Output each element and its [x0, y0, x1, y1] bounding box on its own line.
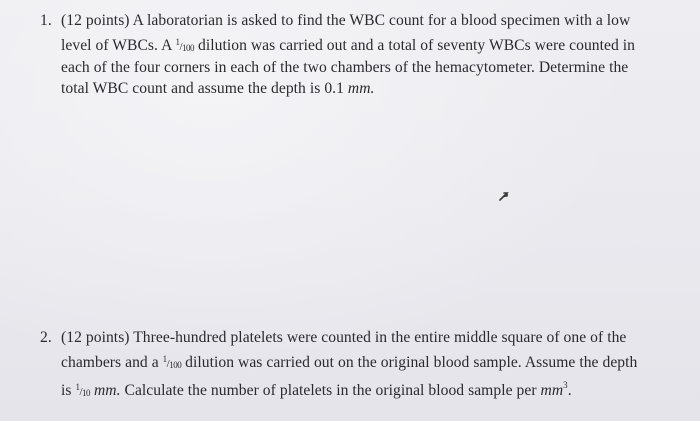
fraction-1-10: $^1/_{10}$	[75, 382, 91, 398]
question-2	[40, 328, 688, 404]
question-2-number: 2.	[40, 329, 52, 346]
question-1-number: 1.	[40, 12, 52, 29]
arrow-pointer-icon	[498, 190, 510, 202]
fraction-1-100: $^1/_{100}$	[162, 353, 182, 370]
question-1-line-2: level of WBCs. A $^1/_{100}$ dilution was carried out and a total of seventy WBCs were counted in	[61, 36, 636, 54]
question-2-line-3: is $^1/_{10}$ mm. Calculate the number of platelets in the original blood sample per $mm^3$.	[61, 380, 572, 399]
question-1-line-4: total WBC count and assume the depth is 0.1 mm.	[61, 79, 375, 97]
question-2-line-2: chambers and a $^1/_{100}$ dilution was carried out on the original blood sample. Assume the depth	[61, 353, 638, 371]
fraction-1-100: $^1/_{100}$	[175, 36, 195, 53]
question-1-line-3: each of the four corners in each of the two chambers of the hemacytometer. Determine the	[61, 59, 629, 76]
question-1	[40, 11, 688, 99]
question-1-line-1: 1. (12 points) A laboratorian is asked to find the WBC count for a blood specimen with a low	[40, 11, 688, 32]
question-2-line-1: 2. (12 points) Three-hundred platelets were counted in the entire middle square of one of the	[40, 328, 688, 349]
